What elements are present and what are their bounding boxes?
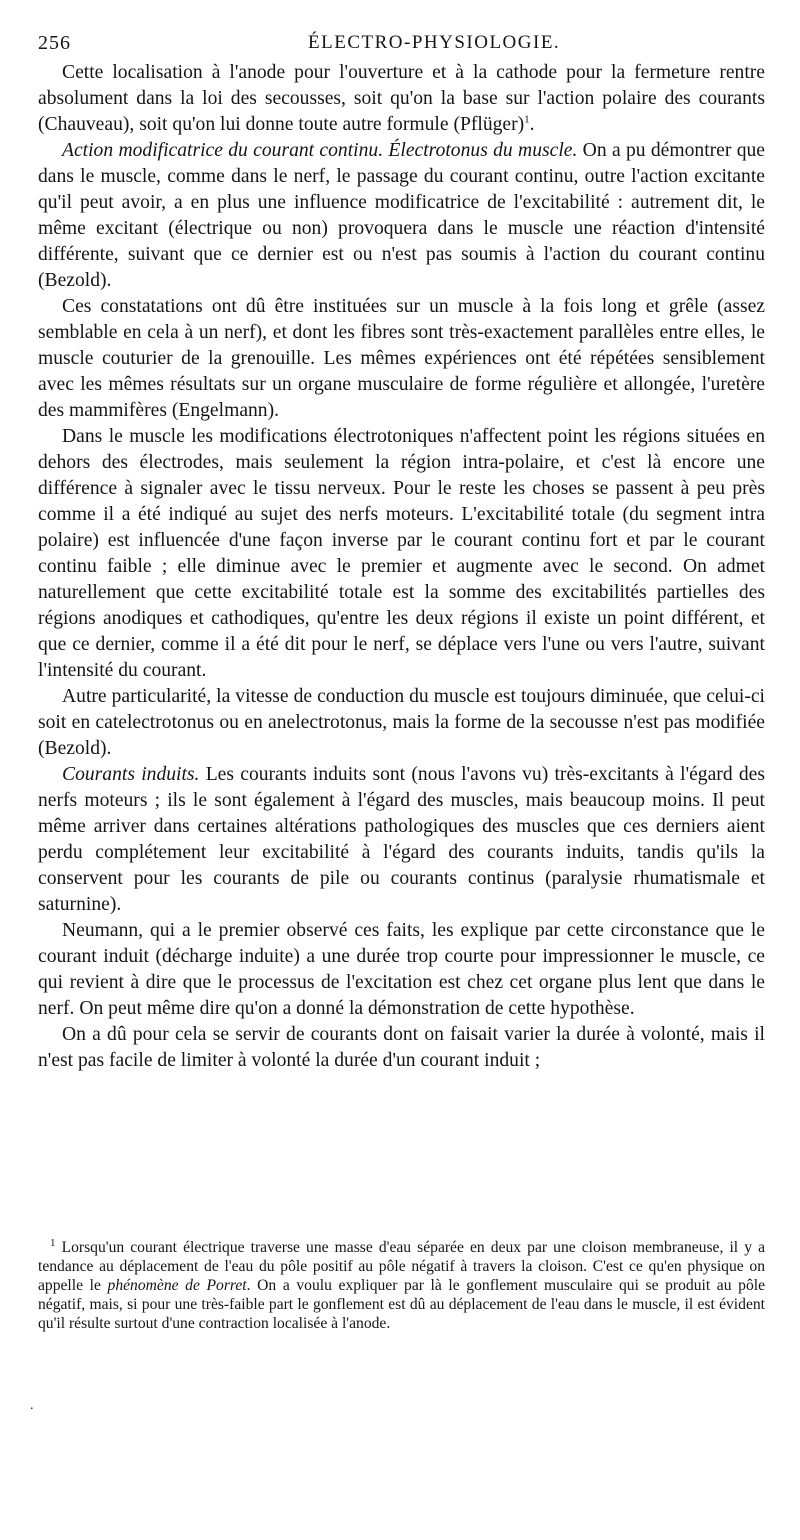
footnote-marker: 1 xyxy=(50,1236,56,1249)
paragraph-3: Ces constatations ont dû être instituées sur un muscle à la fois long et grêle (assez semblable en cela à un nerf), et dont les fibres sont très-exactement parallèles entre elles, le muscle couturier de la grenouille. Les mêmes expériences ont été répétées sensiblement avec les mêmes résultats sur un organe musculaire de forme régulière et allongée, l'uretère des mammifères (Engelmann). xyxy=(38,296,765,421)
body-text xyxy=(38,60,765,1074)
footnotes xyxy=(38,1238,765,1333)
stray-dot: . xyxy=(30,1398,34,1413)
running-title: ÉLECTRO-PHYSIOLOGIE. xyxy=(308,32,561,53)
paragraph-6-text: Les courants induits sont (nous l'avons vu) très-excitants à l'égard des nerfs moteurs ; ils le sont également à l'égard des muscles, mais beaucoup moins. Il peut même arriver dans certaines altérations pathologiques des muscles que ces derniers aient perdu complétement leur excitabilité à l'égard des courants induits, tandis qu'ils la conservent pour les courants de pile ou courants continus (paralysie rhumatismale et saturnine). xyxy=(38,764,765,915)
paragraph-2 xyxy=(38,138,765,294)
paragraph-1 xyxy=(38,60,765,138)
footnote-italic-term: phénomène de Porret xyxy=(107,1277,247,1294)
paragraph-1-text: Cette localisation à l'anode pour l'ouverture et à la cathode pour la fermeture rentre absolument dans la loi des secousses, soit qu'on la base sur l'action polaire des courants (Chauveau), soit qu'on lui donne toute autre formule (Pflüger) xyxy=(38,62,765,135)
paragraph-1-end: . xyxy=(529,114,535,135)
paragraph-7: Neumann, qui a le premier observé ces faits, les explique par cette circonstance que le courant induit (décharge induite) a une durée trop courte pour impressionner le muscle, ce qui revient à dire que le processus de l'excitation est chez cet organe plus lent que dans le nerf. On peut même dire qu'on a donné la démonstration de cette hypothèse. xyxy=(38,920,765,1019)
footnote-text-start: Lorsqu'un courant électrique traverse une masse d'eau séparée en deux par une cloison membraneuse, il y a tendance au déplacement de l'eau du pôle positif au pôle négatif à travers la cloison. C'est ce qu'en physique on appelle le xyxy=(38,1239,765,1294)
section-heading-courants-induits: Courants induits. xyxy=(62,764,200,785)
paragraph-8: On a dû pour cela se servir de courants dont on faisait varier la durée à volonté, mais il n'est pas facile de limiter à volonté la durée d'un courant induit ; xyxy=(38,1024,765,1071)
paragraph-5: Autre particularité, la vitesse de conduction du muscle est toujours diminuée, que celui-ci soit en catelectrotonus ou en anelectrotonus, mais la forme de la secousse n'est pas modifiée (Bezold). xyxy=(38,686,765,759)
page-header xyxy=(38,32,768,58)
paragraph-4: Dans le muscle les modifications électrotoniques n'affectent point les régions situées en dehors des électrodes, mais seulement la région intra-polaire, et c'est là encore une différence à signaler avec le tissu nerveux. Pour le reste les choses se passent à peu près comme il a été indiqué au sujet des nerfs moteurs. L'excitabilité totale (du segment intra polaire) est influencée d'une façon inverse par le courant continu fort et par le courant continu faible ; elle diminue avec le premier et augmente avec le second. On admet naturellement que cette excitabilité totale est la somme des excitabilités partielles des régions anodiques et cathodiques, qu'entre les deux régions il existe un point différent, et que ce dernier, comme il a été dit pour le nerf, se déplace vers l'une ou vers l'autre, suivant l'intensité du courant. xyxy=(38,426,765,681)
footnote-1 xyxy=(38,1238,765,1333)
footnote-reference: 1 xyxy=(524,113,530,126)
paragraph-6 xyxy=(38,762,765,918)
paragraph-2-text: On a pu démontrer que dans le muscle, comme dans le nerf, le passage du courant continu, outre l'action excitante qu'il peut avoir, a en plus une influence modificatrice de l'excitabilité : autrement dit, le même excitant (électrique ou non) provoquera dans le muscle une réaction d'intensité différente, suivant que ce dernier est ou n'est pas soumis à l'action du courant continu (Bezold). xyxy=(38,140,765,291)
section-heading-electrotonus: Action modificatrice du courant continu. Électrotonus du muscle. xyxy=(62,140,578,161)
footnote-text-end: . On a voulu expliquer par là le gonflement musculaire qui se produit au pôle négatif, mais, si pour une très-faible part le gonflement est dû au déplacement de l'eau dans le muscle, il est évident qu'il résulte surtout d'une contraction localisée à l'anode. xyxy=(38,1277,765,1332)
page-number: 256 xyxy=(38,32,71,54)
